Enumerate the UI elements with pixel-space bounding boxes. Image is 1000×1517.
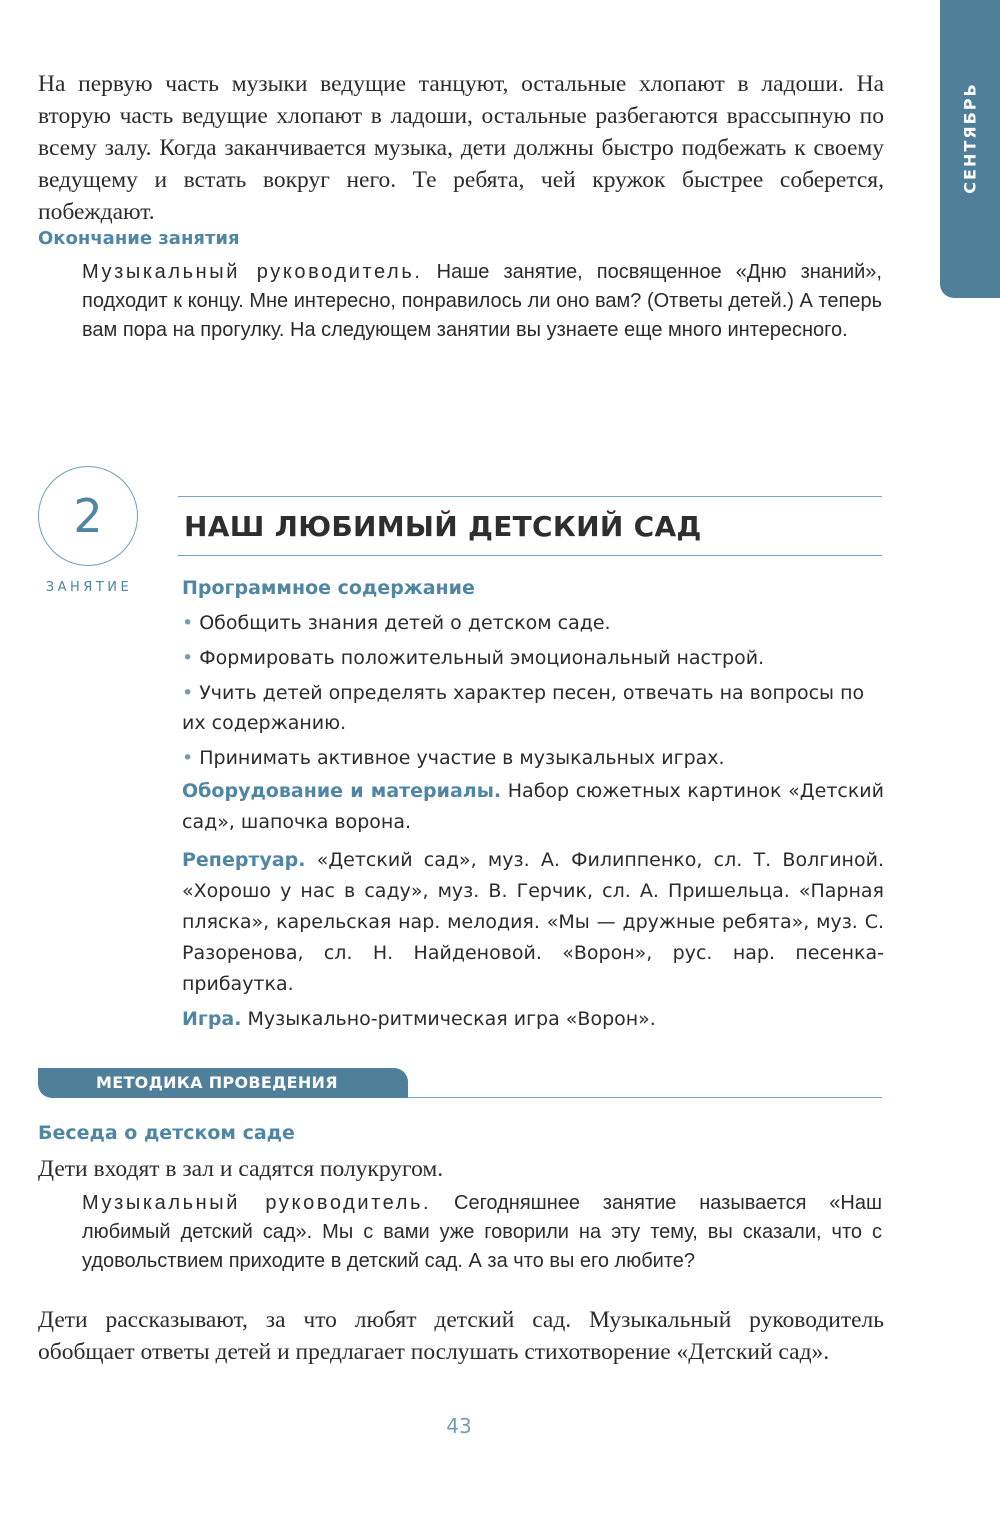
speech-text: Наше занятие, посвященное «Дню знаний», подходит к концу. Мне интересно, понравилось ли оно вам? (Ответы детей.) А теперь вам пора на прогулку. На следующем занятии вы узнаете еще много интересного. (82, 261, 882, 341)
game-label: Игра. (182, 1008, 242, 1030)
repertoire-text: «Детский сад», муз. А. Филиппенко, сл. Т. Волгиной. «Хорошо у нас в саду», муз. В. Герчик, сл. А. Пришельца. «Парная пляска», карельская нар. мелодия. «Мы — дружные ребята», муз. С. Разоренова, сл. Н. Найденовой. «Ворон», рус. нар. песенка-прибаутка. (182, 849, 884, 995)
talk-heading: Беседа о детском саде (38, 1122, 295, 1144)
method-banner-label: МЕТОДИКА ПРОВЕДЕНИЯ (96, 1073, 338, 1092)
program-heading: Программное содержание (182, 577, 475, 599)
list-item: • Обобщить знания детей о детском саде. (182, 612, 611, 634)
lesson-title: НАШ ЛЮБИМЫЙ ДЕТСКИЙ САД (184, 510, 702, 543)
lesson-number: 2 (38, 466, 138, 566)
bullet-icon: • (182, 747, 194, 769)
list-item: • Формировать положительный эмоциональный настрой. (182, 647, 765, 669)
repertoire-paragraph (182, 845, 884, 1000)
bullet-icon: • (182, 612, 194, 634)
ending-heading: Окончание занятия (38, 228, 240, 249)
enter-text: Дети входят в зал и садятся полукругом. (38, 1156, 444, 1182)
bullet-icon: • (182, 682, 194, 704)
game-paragraph (182, 1004, 884, 1035)
equipment-paragraph (182, 776, 884, 838)
game-text: Музыкально-ритмическая игра «Ворон». (241, 1008, 656, 1030)
program-list (182, 608, 887, 778)
ending-speech (82, 258, 882, 345)
bullet-icon: • (182, 647, 194, 669)
intro-paragraph: На первую часть музыки ведущие танцуют, остальные хлопают в ладоши. На вторую часть ведущие хлопают в ладоши, остальные разбегаются врассыпную по всему залу. Когда заканчивается музыка, дети должны быстро подбежать к своему ведущему и встать вокруг него. Те ребята, чей кружок быстрее соберется, побеждают. (38, 71, 884, 225)
month-tab (940, 0, 1000, 298)
list-item: • Принимать активное участие в музыкальных играх. (182, 747, 725, 769)
equipment-text: Набор сюжетных картинок «Детский сад», шапочка ворона. (182, 780, 885, 833)
teacher-speech (82, 1189, 882, 1276)
speaker-label: Музыкальный руководитель. (82, 261, 423, 283)
list-item: • Учить детей определять характер песен, отвечать на вопросы по их содержанию. (182, 682, 865, 734)
method-banner (38, 1068, 408, 1098)
repertoire-label: Репертуар. (182, 849, 306, 871)
speech-text: Сегодняшнее занятие называется «Наш любимый детский сад». Мы с вами уже говорили на эту тему, вы сказали, что с удовольствием приходите в детский сад. А за что вы его любите? (82, 1192, 882, 1272)
title-bottom-rule (178, 555, 882, 556)
month-label: СЕНТЯБРЬ (960, 82, 980, 194)
page-number: 43 (446, 1414, 472, 1438)
final-paragraph: Дети рассказывают, за что любят детский сад. Музыкальный руководитель обобщает ответы детей и предлагает послушать стихотворение «Детский сад». (38, 1307, 884, 1365)
method-rule (408, 1097, 882, 1098)
lesson-label: ЗАНЯТИЕ (45, 580, 133, 595)
title-top-rule (178, 496, 882, 497)
equipment-label: Оборудование и материалы. (182, 780, 502, 802)
speaker-label: Музыкальный руководитель. (82, 1192, 432, 1214)
